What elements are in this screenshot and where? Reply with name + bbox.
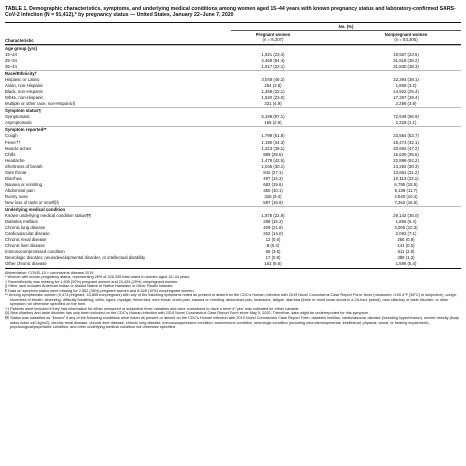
row-label: Immunocompromised condition	[5, 249, 65, 255]
table-page	[5, 0, 461, 330]
footnote: ** Among symptomatic women (3,474 pregnant, 43,855 nonpregnant) with any of the following symptoms noted as present or absent on the CDC's Human Infection with 2019 Novel Coronavirus Case Report Form: fever (measured >100.4°F [38°C] or subjective), cough, shortness of breath, wheezing, difficulty breathing, chills, rigors, myalgia, rhinorrhea, sore throat, chest pain, nausea or vomiting, abdominal pain, headache, fatigue, diarrhea (three or more loose stools in a 24-hour period), new olfactory or taste disorder, or other symptom not otherwise specified on the form.	[5, 293, 457, 307]
nonpregnant-value: 13,292 (30.3)	[393, 163, 419, 169]
row-label: Chronic liver disease	[5, 243, 45, 249]
pregnant-value: 321 (4.9)	[264, 101, 282, 107]
nonpregnant-value: 1,869 (3.2)	[395, 83, 417, 89]
nonpregnant-value: 18,474 (42.1)	[393, 139, 419, 145]
section-header-row	[5, 206, 461, 213]
row-label: Headache	[5, 157, 25, 163]
pregnant-header	[231, 32, 315, 42]
nonpregnant-value: 17,297 (29.4)	[393, 95, 419, 101]
row-label: Symptom reported**	[5, 127, 47, 133]
pregnant-value: 4,469 (54.4)	[261, 57, 285, 63]
pregnant-value: 497 (14.3)	[263, 175, 283, 181]
pregnant-value: 262 (14.0)	[263, 231, 283, 237]
row-label: Asymptomatic	[5, 120, 32, 126]
pregnant-value: 587 (16.9)	[263, 199, 283, 205]
row-label: 25–34	[5, 57, 17, 63]
nonpregnant-value: 266 (0.9)	[397, 237, 415, 243]
row-label: Diabetes mellitus	[5, 219, 38, 225]
pregnant-value: 1,190 (34.3)	[261, 139, 285, 145]
row-label: Multiple or other race, non-Hispanic§	[5, 101, 76, 107]
row-label: Race/Ethnicity†	[5, 71, 38, 76]
pregnant-value: 1,878 (22.9)	[261, 213, 285, 219]
row-label: Muscle aches	[5, 145, 32, 151]
nonpregnant-value: 3,006 (10.3)	[394, 225, 418, 231]
pregnant-value: 409 (21.8)	[263, 225, 283, 231]
pregnant-value: 1,520 (23.0)	[261, 95, 285, 101]
nonpregnant-value: 19,557 (23.5)	[393, 51, 419, 57]
row-label: Known underlying medical condition status¶¶	[5, 213, 91, 219]
pregnant-value: 989 (28.5)	[263, 151, 283, 157]
pregnant-value: 326 (9.4)	[264, 193, 282, 199]
column-headers	[5, 30, 461, 44]
row-label: 15–24	[5, 51, 17, 57]
nonpregnant-value: 141 (0.5)	[397, 243, 415, 249]
nonpregnant-value: 5,139 (11.7)	[394, 187, 418, 193]
pregnant-value: 682 (19.6)	[263, 181, 283, 187]
pregnant-value: 1,479 (42.6)	[261, 157, 285, 163]
row-label: Sore throat	[5, 169, 27, 175]
nonpregnant-value: 29,142 (35.0)	[393, 213, 419, 219]
row-label: Symptom status¶	[5, 108, 41, 114]
section-header-row	[5, 126, 461, 133]
footnote: ¶ Data on symptom status were missing for 2,852 (35%) pregnant women and 8,328 (10%) nonpregnant women.	[5, 288, 195, 293]
footnote: §§ New olfactory and taste disorder has only been included on the CDC's Human Infection with 2019 Novel Coronavirus Case Report Form since May 5, 2020. Therefore, data might be underreported for this symptom.	[5, 311, 370, 316]
pregnant-value: 254 (3.8)	[264, 83, 282, 89]
nonpregnant-value: 23,554 (53.7)	[393, 133, 419, 139]
row-label: Neurologic disorder, neurodevelopmental disorder, or intellectual disability	[5, 255, 146, 261]
row-label: Runny nose	[5, 193, 28, 199]
row-label: Other chronic disease	[5, 261, 47, 267]
pregnant-value: 66 (3.5)	[265, 249, 281, 255]
row-label: Hispanic or Latino	[5, 77, 40, 83]
row-label: Diarrhea	[5, 175, 22, 181]
table-row	[5, 261, 461, 267]
row-label: Age group (yrs)	[5, 45, 37, 51]
row-label: New loss of taste or smell§§	[5, 199, 59, 205]
nonpregnant-value: 2,328 (3.1)	[395, 120, 417, 126]
section-header-row	[5, 45, 461, 52]
nonpregnant-value: 7,262 (16.6)	[394, 199, 418, 205]
row-label: 35–44	[5, 63, 17, 69]
row-label: White, non-Hispanic	[5, 95, 44, 101]
footnote: ¶¶ Status was classified as "known" if any of the following conditions were noted as present or absent on the CDC's Human Infection with 2019 Novel Coronavirus Case Report Form: diabetes mellitus, cardiovascular disease (including hypertension), severe obesity (body mass index ≥40 kg/m2), chronic renal disease, chronic liver disease, chronic lung disease, immunosuppressive condition, autoimmune condition, neurologic condition (including neurodevelopmental, intellectual, physical, visual, or hearing impairment), psychological/psychiatric condition, and other underlying medical condition not otherwise specified.	[5, 315, 460, 330]
pregnant-value: 162 (8.6)	[264, 261, 282, 267]
row-label: Cardiovascular disease	[5, 231, 50, 237]
section-header-row	[5, 70, 461, 77]
row-label: Abdominal pain	[5, 187, 35, 193]
row-label: Black, non-Hispanic	[5, 89, 43, 95]
nonpregnant-value: 22,899 (52.2)	[393, 157, 419, 163]
row-label: Shortness of breath	[5, 163, 43, 169]
pregnant-value: 1,817 (22.1)	[261, 63, 285, 69]
section-header-row	[5, 107, 461, 114]
row-label: Underlying medical condition	[5, 207, 66, 213]
row-label: Chills	[5, 151, 16, 157]
nonpregnant-value: 389 (1.3)	[397, 255, 415, 261]
pregnant-value: 3,048 (46.2)	[261, 77, 285, 83]
pregnant-value: 288 (15.3)	[263, 219, 283, 225]
nonpregnant-value: 31,830 (38.3)	[393, 63, 419, 69]
footnotes	[5, 275, 461, 330]
nonpregnant-value: 811 (2.8)	[397, 249, 415, 255]
footnote: * Women with known pregnancy status, representing 28% of 326,335 total cases in women aged 15–44 years.	[5, 275, 191, 280]
row-label: Asian, non-Hispanic	[5, 83, 44, 89]
nonpregnant-value: 6,795 (15.5)	[394, 181, 418, 187]
nonpregnant-value: 4,540 (10.4)	[394, 193, 418, 199]
nonpregnant-value: 13,681 (31.2)	[393, 169, 419, 175]
nonpregnant-header	[351, 32, 461, 42]
nonpregnant-value: 15,630 (35.6)	[393, 151, 419, 157]
pregnant-value: 12 (0.6)	[265, 237, 281, 243]
pregnant-value: 5,199 (97.1)	[261, 114, 285, 120]
pregnant-n: (n = 8,207)	[262, 37, 284, 43]
nonpregnant-value: 10,113 (23.1)	[393, 175, 419, 181]
nonpregnant-value: 31,818 (38.2)	[393, 57, 419, 63]
nonpregnant-value: 1,586 (5.4)	[395, 261, 417, 267]
pregnant-title: Pregnant women	[255, 31, 291, 37]
row-label: Chronic renal disease	[5, 237, 47, 243]
nonpregnant-value: 20,693 (47.2)	[393, 145, 419, 151]
pregnant-value: 8 (0.4)	[266, 243, 280, 249]
pregnant-value: 350 (10.1)	[263, 187, 283, 193]
no-percent-header: No. (%)	[338, 23, 354, 29]
pregnant-value: 1,323 (38.1)	[261, 145, 285, 151]
row-label: Symptomatic	[5, 114, 30, 120]
nonpregnant-value: 2,299 (3.9)	[395, 101, 417, 107]
table-notes	[5, 271, 461, 330]
footnote: † Race/ethnicity was missing for 1,605 (20%) pregnant women and 24,424 (29%) nonpregnant women.	[5, 279, 179, 284]
row-label: Chronic lung disease	[5, 225, 46, 231]
nonpregnant-title: Nonpregnant women	[384, 31, 428, 37]
row-label: Fever††	[5, 139, 21, 145]
table-caption: TABLE 1. Demographic characteristics, symptoms, and underlying medical conditions among women aged 15–44 years with known pregnancy status and laboratory-confirmed SARS-CoV-2 infection (N = 91,412),* by pregnancy status — United States, January 22–June 7, 2020	[5, 6, 456, 19]
row-label: Cough	[5, 133, 18, 139]
pregnant-value: 17 (0.9)	[265, 255, 281, 261]
pregnant-value: 1,045 (30.1)	[261, 163, 285, 169]
footnote: § Other race includes American Indian or Alaska Native or Native Hawaiian or Other Pacific Islander.	[5, 284, 174, 289]
pregnant-value: 942 (27.1)	[263, 169, 283, 175]
footnote: †† Patients were included if they had information for either measured or subjective fever variables and were considered to have a fever if "yes" was indicated for either variable.	[5, 306, 300, 311]
nonpregnant-n: (n = 83,205)	[394, 37, 418, 43]
column-group-header	[5, 23, 461, 30]
row-label: Nausea or vomiting	[5, 181, 43, 187]
nonpregnant-value: 72,549 (96.9)	[393, 114, 419, 120]
abbreviation-note: Abbreviation: COVID-19 = coronavirus disease 2019.	[5, 270, 95, 275]
nonpregnant-value: 1,866 (6.4)	[395, 219, 417, 225]
pregnant-value: 156 (2.9)	[264, 120, 282, 126]
nonpregnant-value: 14,922 (25.4)	[393, 89, 419, 95]
characteristic-header: Characteristic	[5, 37, 34, 43]
table-body	[5, 45, 461, 268]
bottom-rule	[5, 268, 461, 269]
nonpregnant-value: 2,082 (7.1)	[395, 231, 417, 237]
pregnant-value: 1,799 (51.8)	[261, 133, 285, 139]
nonpregnant-value: 22,394 (38.1)	[393, 77, 419, 83]
pregnant-value: 1,921 (23.4)	[261, 51, 285, 57]
pregnant-value: 1,459 (22.1)	[261, 89, 285, 95]
